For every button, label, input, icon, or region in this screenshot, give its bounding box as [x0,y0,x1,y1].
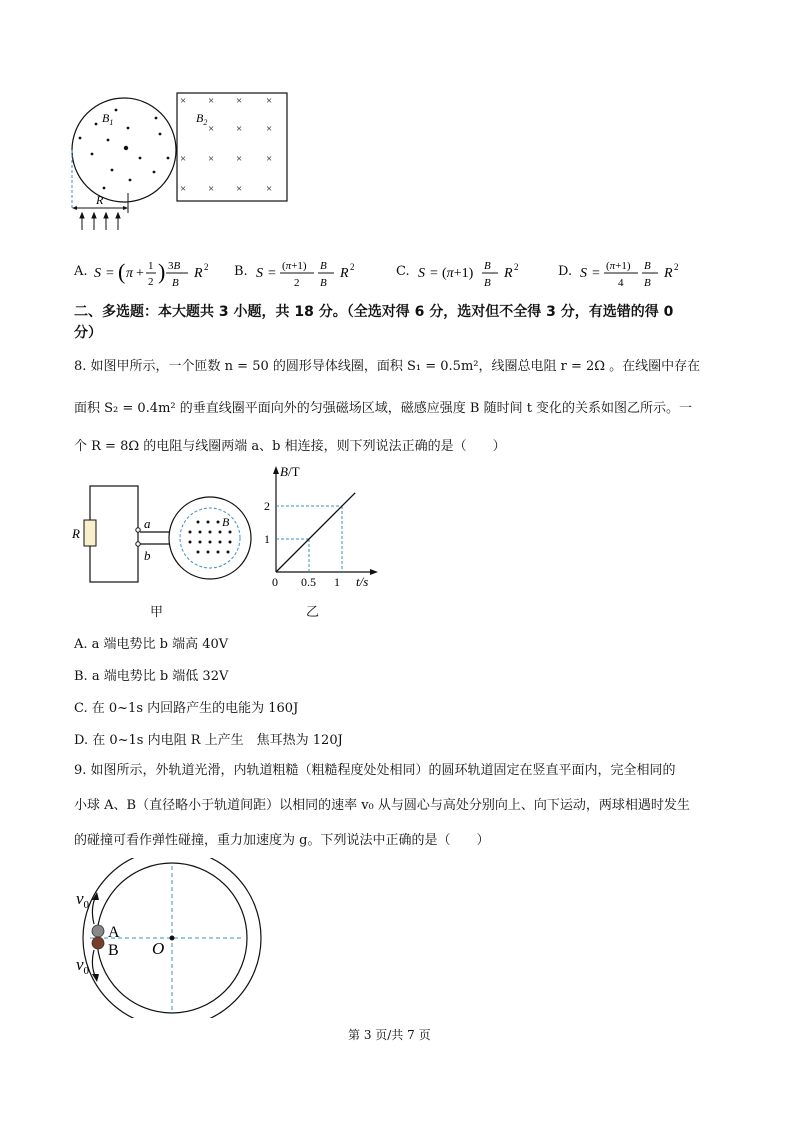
svg-text:×: × [266,123,273,135]
svg-text:=: = [106,266,114,281]
svg-text:S: S [256,266,263,281]
q8-option-a[interactable]: A. a 端电势比 b 端高 40V [74,637,229,652]
svg-text:×: × [266,183,273,195]
q8-option-b[interactable]: B. a 端电势比 b 端低 32V [74,669,229,684]
q7-option-b[interactable]: B. S = (π+1) 2 B B R 2 [234,258,384,288]
svg-text:×: × [208,123,215,135]
q9-ring-figure [70,858,280,1018]
center-o [170,936,175,941]
svg-text:×: × [208,183,215,195]
svg-text:=: = [592,266,600,281]
svg-text:R: R [194,266,203,281]
svg-text:B: B [644,277,651,289]
chart-series-line-0 [276,493,355,572]
svg-text:S: S [418,266,425,281]
fig-yi-caption: 乙 [306,605,320,620]
svg-text:B: B [644,260,651,272]
svg-text:B: B [484,277,491,289]
svg-text:×: × [236,153,243,165]
q7-option-b-formula [252,254,382,290]
b2-crosses [180,95,272,195]
coil-circle [169,497,251,579]
q8-stem-line3: 个 R = 8Ω 的电阻与线圈两端 a、b 相连接，则下列说法正确的是（ ） [74,439,506,454]
chart-y-tick-0: 1 [264,532,270,546]
particle-arrows [80,213,120,230]
ball-a-label: A [108,924,120,941]
chart-y-label: B/T [280,464,300,479]
section2-heading-line1: 二、多选题：本大题共 3 小题，共 18 分。（全选对得 6 分，选对但不全得 3 分，有选错的得 0 [74,304,674,320]
svg-text:×: × [180,183,187,195]
field-region-circle [180,508,240,568]
svg-text:=: = [268,266,276,281]
b1-dots [79,109,170,190]
page-footer: 第 3 页/共 7 页 [348,1028,431,1042]
svg-text:S: S [94,266,101,281]
bt-chart [262,462,382,590]
svg-text:2: 2 [204,262,209,272]
svg-text:=: = [430,266,438,281]
q7-figure [68,88,298,238]
b2-label: $B_2$ [196,111,208,127]
chart-x-tick-2: 1 [334,575,340,589]
q8-circuit-figure [70,478,260,588]
q8-stem-line2: 面积 S₂ = 0.4m² 的垂直线圈平面向外的匀强磁场区域，磁感应强度 B 随时间 t 变化的关系如图乙所示。一 [74,401,693,416]
chart-y-tick-1: 2 [264,499,270,513]
q9-stem-line2: 小球 A、B（直径略小于轨道间距）以相同的速率 v₀ 从与圆心与高处分别向上、向下运动，两球相遇时发生 [74,798,690,813]
svg-text:R: R [504,266,513,281]
coil-b-label: B [222,515,230,529]
r-label: R [96,193,104,207]
q7-option-c[interactable]: C. S = (π+1) B B R 2 [396,258,546,288]
svg-text:(: ( [118,259,126,284]
svg-text:B: B [320,277,327,289]
svg-text:B: B [484,260,491,272]
q8-option-c[interactable]: C. 在 0~1s 内回路产生的电能为 160J [74,701,299,716]
ball-b [92,937,104,949]
svg-text:B: B [172,277,179,289]
b1-field-circle [72,98,176,202]
svg-text:S: S [580,266,587,281]
chart-x-tick-1: 0.5 [301,575,316,589]
svg-text:): ) [158,259,166,284]
q7-option-d[interactable]: D. S = (π+1) 4 B B R 2 [558,258,708,288]
q9-stem-line3: 的碰撞可看作弹性碰撞，重力加速度为 g。下列说法中正确的是（ ） [74,833,490,848]
svg-text:4: 4 [618,277,624,289]
svg-text:2: 2 [350,262,355,272]
svg-text:×: × [208,153,215,165]
q9-stem-line1: 9. 如图所示，外轨道光滑，内轨道粗糙（粗糙程度处处相同）的圆环轨道固定在竖直平面内，完全相同的 [74,763,676,778]
resistor-r [84,520,96,546]
chart-x-label: t/s [356,574,369,589]
svg-text:×: × [208,95,215,107]
q7-option-d-formula [576,254,706,290]
svg-text:1: 1 [148,260,154,272]
q8-stem-line1: 8. 如图甲所示，一个匝数 n = 50 的圆形导体线圈，面积 S₁ = 0.5m²，线圈总电阻 r = 2Ω 。在线圈中存在 [74,359,701,374]
v0-top-label: $v_0$ [76,889,90,911]
svg-text:B: B [320,260,327,272]
svg-text:×: × [236,95,243,107]
svg-text:π: π [126,266,134,281]
circuit-r-label: R [72,526,80,541]
ball-b-label: B [108,942,119,959]
svg-text:(π+1): (π+1) [442,266,474,281]
svg-text:×: × [180,153,187,165]
v0-bottom-label: $v_0$ [76,955,90,977]
svg-text:R: R [340,266,349,281]
svg-text:×: × [266,95,273,107]
svg-text:×: × [180,95,187,107]
section2-heading-line2: 分） [74,325,102,341]
fig-jia-caption: 甲 [150,605,164,620]
ball-a [92,925,104,937]
svg-text:×: × [236,123,243,135]
svg-text:2: 2 [148,276,154,288]
q7-option-a[interactable]: A. S = ( π + 1 2 ) 3B B R 2 [74,258,234,288]
q8-option-d[interactable]: D. 在 0~1s 内电阻 R 上产生 焦耳热为 120J [74,733,343,748]
svg-text:2: 2 [674,262,679,272]
svg-text:3B: 3B [168,260,181,272]
svg-text:(π+1): (π+1) [606,260,631,272]
center-o-label: O [152,939,165,958]
q7-option-a-formula [90,254,230,290]
svg-text:×: × [266,153,273,165]
svg-text:×: × [236,183,243,195]
svg-text:(π+1): (π+1) [282,260,307,272]
terminal-b-label: b [144,548,151,563]
svg-text:+: + [136,266,144,281]
chart-x-tick-0: 0 [272,575,278,589]
q7-option-c-formula [414,254,544,290]
b1-label: $B_1$ [102,111,114,127]
svg-text:2: 2 [514,262,519,272]
terminal-a-label: a [144,516,151,531]
svg-text:R: R [664,266,673,281]
svg-text:2: 2 [294,277,300,289]
